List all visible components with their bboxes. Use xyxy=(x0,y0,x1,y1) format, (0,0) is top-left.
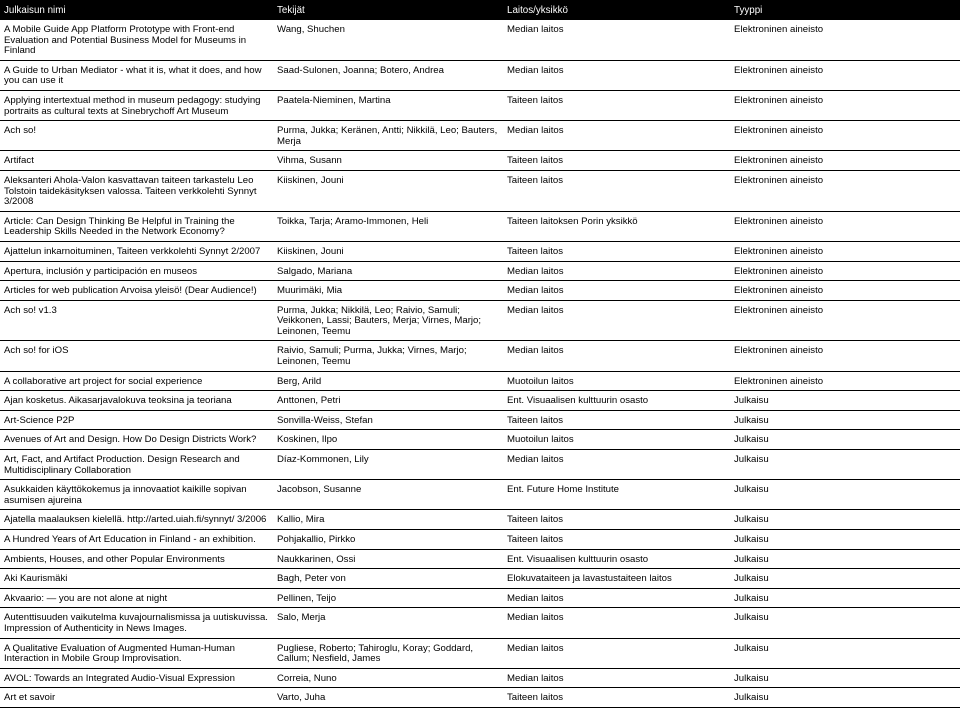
table-body xyxy=(0,20,960,707)
cell-department: Median laitos xyxy=(503,341,730,371)
cell-title[interactable]: Aki Kaurismäki xyxy=(0,569,273,589)
table-row[interactable] xyxy=(0,638,960,668)
cell-department: Taiteen laitos xyxy=(503,151,730,171)
table-row[interactable] xyxy=(0,410,960,430)
cell-department: Median laitos xyxy=(503,121,730,151)
cell-title[interactable]: Akvaario: — you are not alone at night xyxy=(0,588,273,608)
cell-authors: Díaz-Kommonen, Lily xyxy=(273,450,503,480)
cell-authors: Koskinen, Ilpo xyxy=(273,430,503,450)
cell-department: Median laitos xyxy=(503,638,730,668)
cell-authors: Kiiskinen, Jouni xyxy=(273,170,503,211)
cell-title[interactable]: Aleksanteri Ahola-Valon kasvattavan taiteen tarkastelu Leo Tolstoin taidekäsityksen valossa. Taiteen verkkolehti Synnyt 3/2008 xyxy=(0,170,273,211)
cell-title[interactable]: Ajan kosketus. Aikasarjavalokuva teoksina ja teoriana xyxy=(0,391,273,411)
cell-type: Julkaisu xyxy=(730,391,960,411)
cell-title[interactable]: A collaborative art project for social experience xyxy=(0,371,273,391)
table-row[interactable] xyxy=(0,588,960,608)
cell-authors: Berg, Arild xyxy=(273,371,503,391)
cell-type: Julkaisu xyxy=(730,410,960,430)
cell-title[interactable]: Asukkaiden käyttökokemus ja innovaatiot kaikille sopivan asumisen ajureina xyxy=(0,480,273,510)
cell-title[interactable]: A Qualitative Evaluation of Augmented Human-Human Interaction in Mobile Group Improvisation. xyxy=(0,638,273,668)
cell-type: Elektroninen aineisto xyxy=(730,170,960,211)
table-row[interactable] xyxy=(0,20,960,60)
cell-department: Median laitos xyxy=(503,588,730,608)
table-row[interactable] xyxy=(0,151,960,171)
table-row[interactable] xyxy=(0,90,960,120)
cell-department: Taiteen laitos xyxy=(503,90,730,120)
cell-type: Julkaisu xyxy=(730,588,960,608)
header-type[interactable]: Tyyppi xyxy=(730,0,960,20)
cell-title[interactable]: A Mobile Guide App Platform Prototype with Front-end Evaluation and Potential Business Model for Museums in Finland xyxy=(0,20,273,60)
cell-title[interactable]: A Hundred Years of Art Education in Finland - an exhibition. xyxy=(0,530,273,550)
cell-department: Ent. Visuaalisen kulttuurin osasto xyxy=(503,391,730,411)
cell-type: Elektroninen aineisto xyxy=(730,90,960,120)
cell-title[interactable]: Article: Can Design Thinking Be Helpful in Training the Leadership Skills Needed in the Network Economy? xyxy=(0,211,273,241)
table-row[interactable] xyxy=(0,300,960,341)
header-title[interactable]: Julkaisun nimi xyxy=(0,0,273,20)
table-row[interactable] xyxy=(0,430,960,450)
table-row[interactable] xyxy=(0,261,960,281)
cell-type: Julkaisu xyxy=(730,549,960,569)
cell-type: Julkaisu xyxy=(730,480,960,510)
header-department[interactable]: Laitos/yksikkö xyxy=(503,0,730,20)
table-row[interactable] xyxy=(0,549,960,569)
cell-department: Taiteen laitos xyxy=(503,170,730,211)
cell-department: Ent. Future Home Institute xyxy=(503,480,730,510)
table-row[interactable] xyxy=(0,341,960,371)
cell-authors: Pellinen, Teijo xyxy=(273,588,503,608)
table-row[interactable] xyxy=(0,530,960,550)
cell-type: Julkaisu xyxy=(730,688,960,708)
table-row[interactable] xyxy=(0,121,960,151)
cell-type: Julkaisu xyxy=(730,668,960,688)
cell-type: Julkaisu xyxy=(730,430,960,450)
table-row[interactable] xyxy=(0,60,960,90)
cell-department: Median laitos xyxy=(503,608,730,638)
table-row[interactable] xyxy=(0,668,960,688)
cell-type: Elektroninen aineisto xyxy=(730,211,960,241)
cell-authors: Raivio, Samuli; Purma, Jukka; Virnes, Marjo; Leinonen, Teemu xyxy=(273,341,503,371)
cell-authors: Muurimäki, Mia xyxy=(273,281,503,301)
cell-title[interactable]: Apertura, inclusión y participación en museos xyxy=(0,261,273,281)
cell-department: Median laitos xyxy=(503,450,730,480)
table-row[interactable] xyxy=(0,450,960,480)
cell-title[interactable]: Ach so! v1.3 xyxy=(0,300,273,341)
cell-department: Median laitos xyxy=(503,20,730,60)
cell-type: Julkaisu xyxy=(730,510,960,530)
cell-title[interactable]: Autenttisuuden vaikutelma kuvajournalismissa ja uutiskuvissa. Impression of Authenticity in News Images. xyxy=(0,608,273,638)
cell-authors: Pohjakallio, Pirkko xyxy=(273,530,503,550)
cell-title[interactable]: Ach so! for iOS xyxy=(0,341,273,371)
cell-authors: Purma, Jukka; Nikkilä, Leo; Raivio, Samuli; Veikkonen, Lassi; Bauters, Merja; Virnes, Marjo; Leinonen, Teemu xyxy=(273,300,503,341)
cell-title[interactable]: Art et savoir xyxy=(0,688,273,708)
cell-title[interactable]: Ambients, Houses, and other Popular Environments xyxy=(0,549,273,569)
cell-department: Taiteen laitos xyxy=(503,688,730,708)
cell-authors: Bagh, Peter von xyxy=(273,569,503,589)
cell-department: Elokuvataiteen ja lavastustaiteen laitos xyxy=(503,569,730,589)
cell-type: Elektroninen aineisto xyxy=(730,371,960,391)
cell-authors: Saad-Sulonen, Joanna; Botero, Andrea xyxy=(273,60,503,90)
table-row[interactable] xyxy=(0,371,960,391)
cell-authors: Kallio, Mira xyxy=(273,510,503,530)
cell-type: Julkaisu xyxy=(730,530,960,550)
cell-type: Julkaisu xyxy=(730,569,960,589)
cell-authors: Purma, Jukka; Keränen, Antti; Nikkilä, Leo; Bauters, Merja xyxy=(273,121,503,151)
cell-type: Elektroninen aineisto xyxy=(730,60,960,90)
table-row[interactable] xyxy=(0,510,960,530)
cell-department: Taiteen laitoksen Porin yksikkö xyxy=(503,211,730,241)
cell-department: Median laitos xyxy=(503,261,730,281)
cell-department: Median laitos xyxy=(503,281,730,301)
cell-title[interactable]: Art, Fact, and Artifact Production. Design Research and Multidisciplinary Collaboration xyxy=(0,450,273,480)
cell-type: Elektroninen aineisto xyxy=(730,261,960,281)
cell-authors: Pugliese, Roberto; Tahiroglu, Koray; Goddard, Callum; Nesfield, James xyxy=(273,638,503,668)
cell-title[interactable]: AVOL: Towards an Integrated Audio-Visual Expression xyxy=(0,668,273,688)
cell-type: Julkaisu xyxy=(730,450,960,480)
cell-authors: Paatela-Nieminen, Martina xyxy=(273,90,503,120)
header-row xyxy=(0,0,960,20)
table-row[interactable] xyxy=(0,391,960,411)
table-row[interactable] xyxy=(0,241,960,261)
cell-type: Elektroninen aineisto xyxy=(730,341,960,371)
table-row[interactable] xyxy=(0,569,960,589)
cell-authors: Salgado, Mariana xyxy=(273,261,503,281)
cell-authors: Kiiskinen, Jouni xyxy=(273,241,503,261)
cell-authors: Anttonen, Petri xyxy=(273,391,503,411)
cell-department: Muotoilun laitos xyxy=(503,371,730,391)
cell-title[interactable]: Artifact xyxy=(0,151,273,171)
cell-type: Elektroninen aineisto xyxy=(730,300,960,341)
cell-authors: Varto, Juha xyxy=(273,688,503,708)
cell-department: Ent. Visuaalisen kulttuurin osasto xyxy=(503,549,730,569)
table-row[interactable] xyxy=(0,480,960,510)
cell-authors: Toikka, Tarja; Aramo-Immonen, Heli xyxy=(273,211,503,241)
cell-department: Taiteen laitos xyxy=(503,530,730,550)
header-authors[interactable]: Tekijät xyxy=(273,0,503,20)
cell-department: Taiteen laitos xyxy=(503,410,730,430)
cell-title[interactable]: Articles for web publication Arvoisa yleisö! (Dear Audience!) xyxy=(0,281,273,301)
cell-type: Elektroninen aineisto xyxy=(730,281,960,301)
table-row[interactable] xyxy=(0,281,960,301)
cell-authors: Vihma, Susann xyxy=(273,151,503,171)
cell-title[interactable]: Applying intertextual method in museum pedagogy: studying portraits as cultural texts at Sinebrychoff Art Museum xyxy=(0,90,273,120)
cell-type: Elektroninen aineisto xyxy=(730,20,960,60)
cell-authors: Sonvilla-Weiss, Stefan xyxy=(273,410,503,430)
cell-title[interactable]: Art-Science P2P xyxy=(0,410,273,430)
table-row[interactable] xyxy=(0,211,960,241)
cell-department: Median laitos xyxy=(503,668,730,688)
cell-type: Elektroninen aineisto xyxy=(730,121,960,151)
cell-type: Julkaisu xyxy=(730,638,960,668)
table-row[interactable] xyxy=(0,688,960,708)
cell-department: Muotoilun laitos xyxy=(503,430,730,450)
cell-authors: Jacobson, Susanne xyxy=(273,480,503,510)
cell-authors: Naukkarinen, Ossi xyxy=(273,549,503,569)
cell-department: Median laitos xyxy=(503,300,730,341)
cell-department: Taiteen laitos xyxy=(503,241,730,261)
table-row[interactable] xyxy=(0,170,960,211)
cell-title[interactable]: Avenues of Art and Design. How Do Design Districts Work? xyxy=(0,430,273,450)
cell-type: Julkaisu xyxy=(730,608,960,638)
cell-type: Elektroninen aineisto xyxy=(730,241,960,261)
cell-department: Median laitos xyxy=(503,60,730,90)
cell-title[interactable]: Ajattelun inkarnoituminen, Taiteen verkkolehti Synnyt 2/2007 xyxy=(0,241,273,261)
cell-title[interactable]: Ach so! xyxy=(0,121,273,151)
cell-authors: Correia, Nuno xyxy=(273,668,503,688)
cell-title[interactable]: Ajatella maalauksen kielellä. http://arted.uiah.fi/synnyt/ 3/2006 xyxy=(0,510,273,530)
table-row[interactable] xyxy=(0,608,960,638)
cell-type: Elektroninen aineisto xyxy=(730,151,960,171)
cell-title[interactable]: A Guide to Urban Mediator - what it is, what it does, and how you can use it xyxy=(0,60,273,90)
cell-authors: Salo, Merja xyxy=(273,608,503,638)
cell-authors: Wang, Shuchen xyxy=(273,20,503,60)
cell-department: Taiteen laitos xyxy=(503,510,730,530)
